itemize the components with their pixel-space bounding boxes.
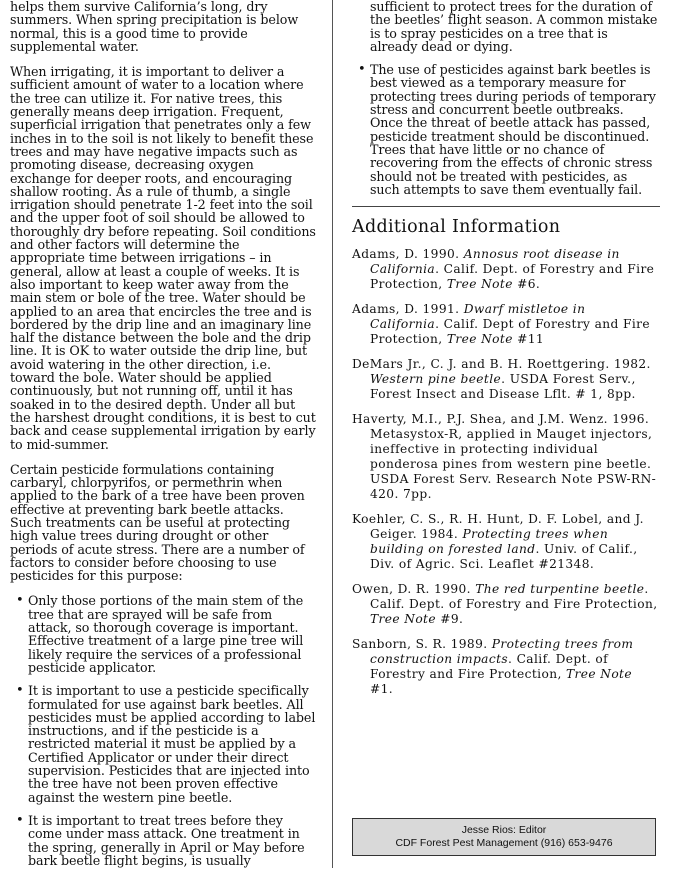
paragraph: When irrigating, it is important to deliver a sufficient amount of water to a location where the tree can utilize it. For native trees, this generally means deep irrigation. Frequent, superficial irrigation that penetrates only a few inches in to the soil is not likely to benefit these trees and may have negative impacts such as promoting disease, decreasing oxygen exchange for deeper roots, and encouraging shallow rooting. As a rule of thumb, a single irrigation should penetrate 1-2 feet into the soil and the upper foot of soil should be allowed to thoroughly dry before repeating. Soil conditions and other factors will determine the appropriate time between irrigations – in general, allow at least a couple of weeks. It is also important to keep water away from the main stem or bole of the tree. Water should be applied to an area that encircles the tree and is bordered by the drip line and an imaginary line half the distance between the bole and the drip line. It is OK to water outside the drip line, but avoid watering in the other direction, i.e. toward the bole. Water should be applied continuously, but not running off, until it has soaked in to the desired depth. Under all but the harshest drought conditions, it is best to cut back and cease supplemental irrigation by early to mid-summer. <box>10 64 316 452</box>
list-item <box>352 63 658 196</box>
reference-title: Annosus root disease in California <box>370 247 620 277</box>
reference-number: #11 <box>512 332 545 347</box>
reference-authors: Sanborn, S. R. 1989. <box>352 637 492 652</box>
reference-series: Tree Note <box>446 332 513 347</box>
reference-item <box>352 582 658 627</box>
list-item-text: It is important to use a pesticide specifically formulated for use against bark beetles. All pesticides must be applied according to label instructions, and if the pesticide is a restricted material it must be applied by a Certified Applicator or under their direct supervision. Pesticides that are injected into the tree have not been proven effective against the western pine beetle. <box>28 683 316 805</box>
list-item-text: sufficient to protect trees for the duration of the beetles’ flight season. A common mistake is to spray pesticides on a tree that is already dead or dying. <box>370 0 658 54</box>
left-column <box>10 0 316 877</box>
bullet-list-continued <box>352 0 658 196</box>
reference-title: Protecting trees when building on forested land <box>370 527 609 557</box>
editor-credit-box <box>352 818 656 856</box>
reference-authors: Owen, D. R. 1990. <box>352 582 476 597</box>
editor-name: Jesse Rios: Editor <box>461 824 547 836</box>
section-title: Additional Information <box>352 217 561 238</box>
reference-authors: Koehler, C. S., R. H. Hunt, D. F. Lobel, and J. Geiger. 1984. <box>352 512 644 542</box>
reference-authors: DeMars Jr., C. J. and B. H. Roettgering. 1982. <box>352 357 651 372</box>
reference-number: #1. <box>370 682 394 697</box>
reference-text: Haverty, M.I., P.J. Shea, and J.M. Wenz. 1996. Metasystox-R, applied in Mauget injectors, ineffective in protecting individual ponderosa pines from western pine beetle. USDA Forest Serv. Research Note PSW-RN-420. 7pp. <box>352 412 657 502</box>
reference-series: Tree Note <box>370 612 436 627</box>
reference-series: Tree Note <box>446 277 513 292</box>
reference-authors: Adams, D. 1991. <box>352 302 464 317</box>
reference-list <box>352 247 658 697</box>
reference-publisher: . Calif. Dept. of Forestry and Fire Protection, <box>370 262 655 292</box>
reference-item <box>352 357 658 402</box>
reference-item <box>352 247 658 292</box>
reference-number: #9. <box>435 612 464 627</box>
reference-publisher: . Calif. Dept of Forestry and Fire Protection, <box>370 317 651 347</box>
reference-title: The red turpentine beetle <box>475 582 645 597</box>
reference-item <box>352 512 658 572</box>
list-item <box>10 684 316 804</box>
bullet-icon: • <box>16 683 24 699</box>
list-item-continuation <box>352 0 658 53</box>
reference-publisher: . Calif. Dept. of Forestry and Fire Protection, <box>370 582 658 612</box>
reference-publisher: . Univ. of Calif., Div. of Agric. Sci. Leaflet #21348. <box>370 542 638 572</box>
list-item-text: It is important to treat trees before they come under mass attack. One treatment in the spring, generally in April or May before bark beetle flight begins, is usually <box>28 812 305 868</box>
list-item <box>10 594 316 674</box>
reference-number: #6. <box>512 277 541 292</box>
reference-publisher: . Calif. Dept. of Forestry and Fire Protection, <box>370 652 609 682</box>
paragraph: helps them survive California’s long, dry summers. When spring precipitation is below normal, this is a good time to provide supplemental water. <box>10 0 299 54</box>
reference-item <box>352 302 658 347</box>
reference-title: Western pine beetle <box>370 372 502 387</box>
bullet-list <box>10 594 316 867</box>
right-column <box>352 0 658 707</box>
section-divider <box>352 206 660 207</box>
reference-publisher: . USDA Forest Serv., Forest Insect and Disease Lflt. # 1, 8pp. <box>370 372 636 402</box>
reference-series: Tree Note <box>566 667 632 682</box>
list-item-text: The use of pesticides against bark beetles is best viewed as a temporary measure for protecting trees during periods of temporary stress and concurrent beetle outbreaks. Once the threat of beetle attack has passed, pesticide treatment should be discontinued. Trees that have little or no chance of recovering from the effects of chronic stress should not be treated with pesticides, as such attempts to save them eventually fail. <box>370 62 656 197</box>
bullet-icon: • <box>16 593 24 609</box>
reference-item <box>352 637 658 697</box>
reference-authors: Adams, D. 1990. <box>352 247 464 262</box>
bullet-icon: • <box>358 62 366 78</box>
reference-title: Dwarf mistletoe in California <box>370 302 586 332</box>
list-item-text: Only those portions of the main stem of the tree that are sprayed will be safe from attack, so thorough coverage is important. Effective treatment of a large pine tree will likely require the services of a professional pesticide applicator. <box>28 593 304 675</box>
reference-item <box>352 412 658 502</box>
bullet-icon: • <box>16 812 24 828</box>
reference-title: Protecting trees from construction impacts <box>370 637 634 667</box>
editor-contact: CDF Forest Pest Management (916) 653-9476 <box>395 837 613 849</box>
list-item <box>10 814 316 867</box>
column-divider <box>332 0 333 868</box>
paragraph: Certain pesticide formulations containing carbaryl, chlorpyrifos, or permethrin when applied to the bark of a tree have been proven effective at preventing bark beetle attacks. Such treatments can be useful at protecting high value trees during drought or other periods of acute stress. There are a number of factors to consider before choosing to use pesticides for this purpose: <box>10 461 305 584</box>
